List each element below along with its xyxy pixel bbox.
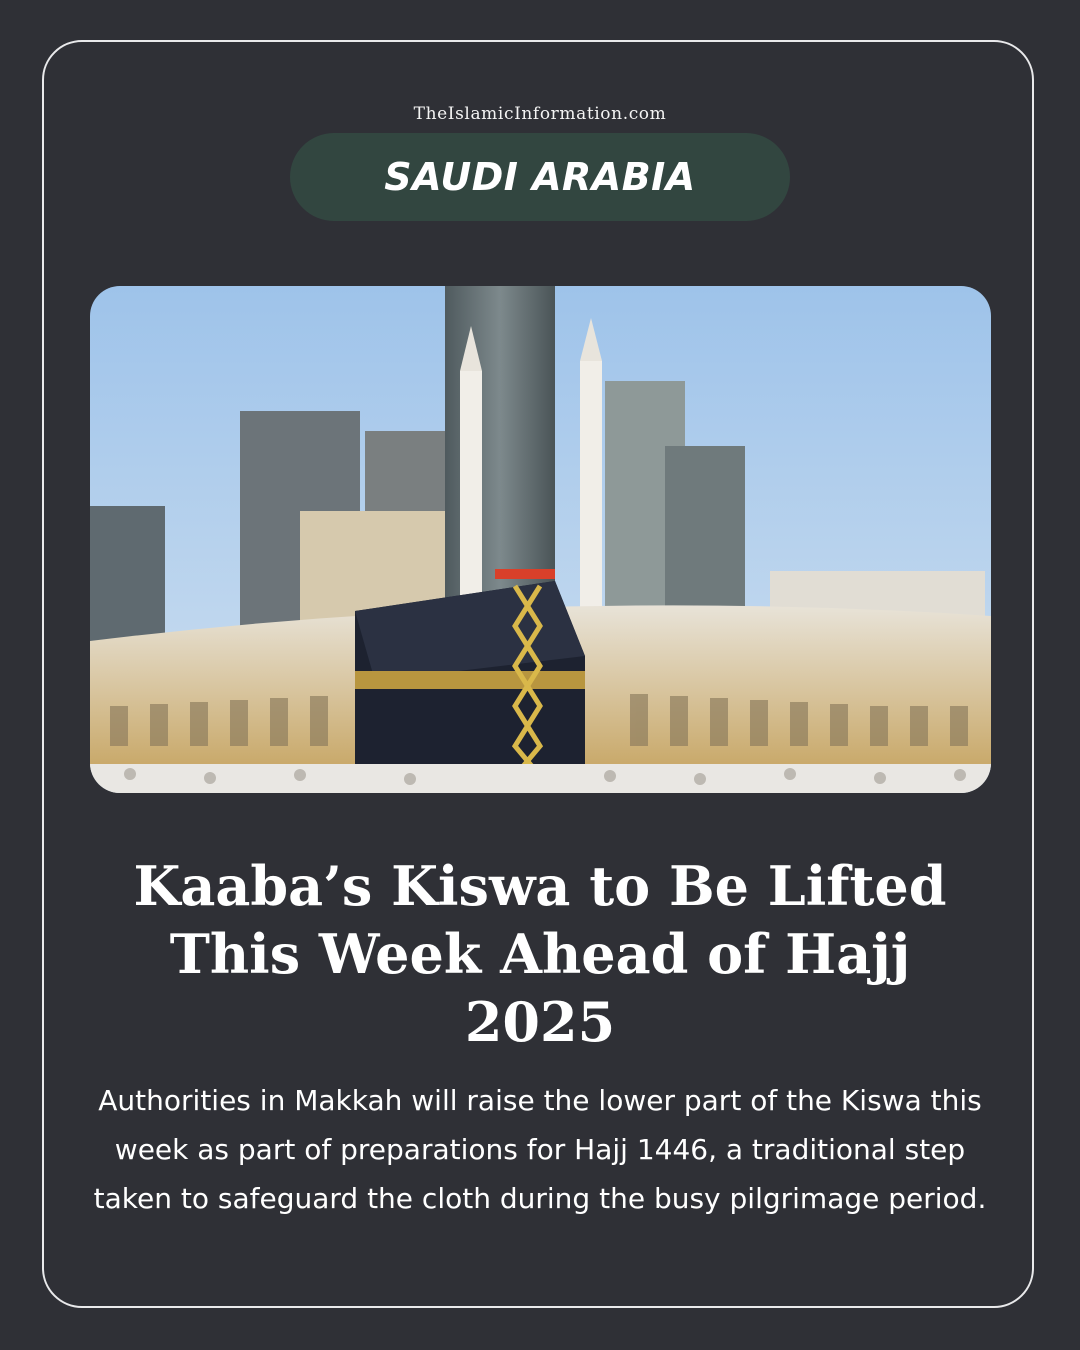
headline: Kaaba’s Kiswa to Be Lifted This Week Ahead of Hajj 2025 (133, 854, 947, 1054)
category-label: SAUDI ARABIA (384, 155, 696, 199)
news-photo (90, 286, 991, 793)
kaaba-photo-illustration (90, 286, 991, 793)
category-badge (290, 133, 790, 221)
site-name: TheIslamicInformation.com (413, 104, 667, 124)
article-summary: Authorities in Makkah will raise the lower part of the Kiswa this week as part of preparations for Hajj 1446, a traditional step taken to safeguard the cloth during the busy pilgrimage period. (93, 1084, 987, 1215)
